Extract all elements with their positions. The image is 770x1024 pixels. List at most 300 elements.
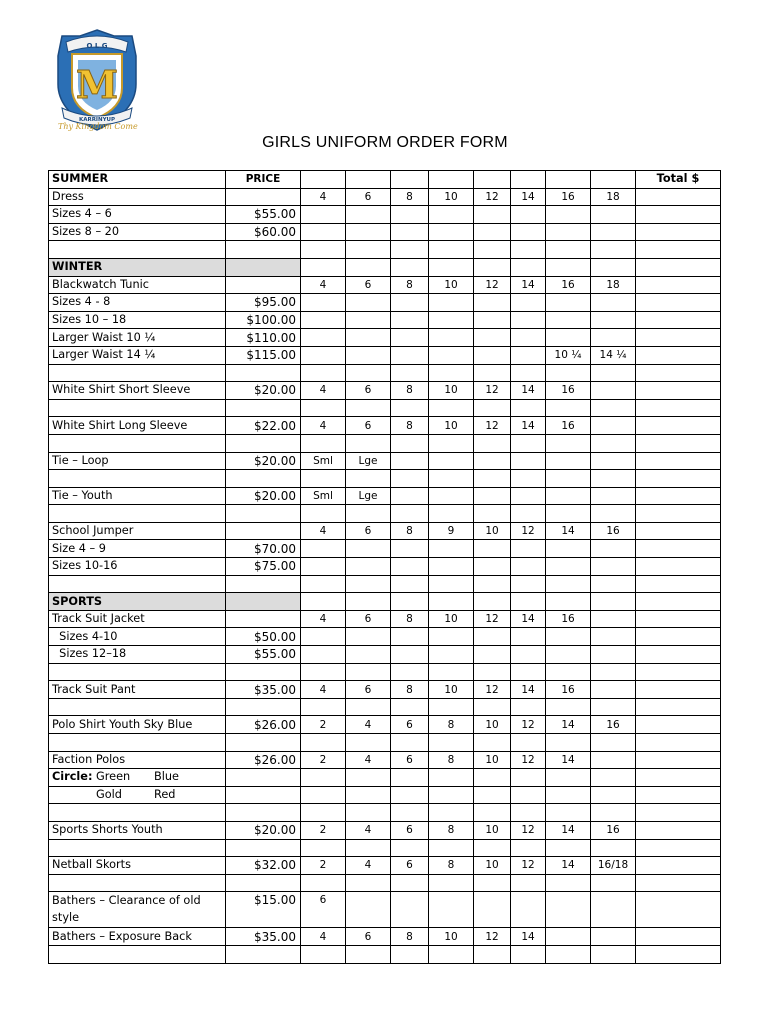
size-cell[interactable] (474, 874, 511, 892)
size-cell[interactable] (346, 646, 391, 664)
size-cell[interactable] (391, 258, 429, 276)
size-cell[interactable] (511, 628, 546, 646)
size-cell[interactable] (391, 769, 429, 787)
size-cell[interactable] (546, 241, 591, 259)
size-cell[interactable] (591, 646, 636, 664)
size-cell[interactable] (429, 734, 474, 752)
size-cell[interactable]: 9 (429, 522, 474, 540)
size-cell[interactable] (301, 698, 346, 716)
size-cell[interactable]: 14 (546, 821, 591, 839)
size-cell[interactable] (301, 769, 346, 787)
size-cell[interactable] (591, 206, 636, 224)
size-cell[interactable] (591, 698, 636, 716)
size-cell[interactable] (474, 241, 511, 259)
size-cell[interactable] (391, 505, 429, 523)
size-cell[interactable] (429, 804, 474, 822)
size-cell[interactable] (591, 593, 636, 611)
size-cell[interactable] (591, 575, 636, 593)
size-cell[interactable] (391, 734, 429, 752)
size-cell[interactable] (546, 294, 591, 312)
size-cell[interactable] (474, 769, 511, 787)
size-cell[interactable]: 12 (474, 928, 511, 946)
size-cell[interactable] (301, 646, 346, 664)
size-cell[interactable] (546, 540, 591, 558)
size-cell[interactable]: 18 (591, 188, 636, 206)
size-cell[interactable]: 8 (429, 751, 474, 769)
size-cell[interactable]: 4 (301, 928, 346, 946)
size-cell[interactable] (591, 769, 636, 787)
size-cell[interactable] (546, 663, 591, 681)
size-cell[interactable] (591, 663, 636, 681)
size-cell[interactable] (301, 223, 346, 241)
size-cell[interactable] (546, 364, 591, 382)
size-cell[interactable]: Lge (346, 487, 391, 505)
size-cell[interactable] (511, 540, 546, 558)
size-cell[interactable] (591, 610, 636, 628)
size-cell[interactable]: 10 (429, 928, 474, 946)
size-cell[interactable] (546, 628, 591, 646)
size-cell[interactable] (346, 311, 391, 329)
size-cell[interactable]: 6 (346, 276, 391, 294)
size-cell[interactable]: 10 (429, 382, 474, 400)
size-cell[interactable] (546, 558, 591, 576)
size-cell[interactable] (474, 646, 511, 664)
size-cell[interactable] (346, 769, 391, 787)
size-cell[interactable]: 4 (301, 382, 346, 400)
size-cell[interactable]: 8 (391, 681, 429, 699)
size-cell[interactable] (511, 575, 546, 593)
colour-option[interactable]: Red (154, 788, 176, 802)
total-cell[interactable] (636, 241, 721, 259)
size-cell[interactable] (429, 663, 474, 681)
size-cell[interactable] (511, 505, 546, 523)
size-cell[interactable]: 8 (391, 522, 429, 540)
size-cell[interactable] (591, 839, 636, 857)
size-cell[interactable]: 10 (474, 716, 511, 734)
size-cell[interactable] (546, 399, 591, 417)
size-cell[interactable] (301, 329, 346, 347)
size-cell[interactable] (429, 945, 474, 963)
size-cell[interactable] (346, 698, 391, 716)
size-cell[interactable] (346, 734, 391, 752)
size-cell[interactable] (591, 364, 636, 382)
size-cell[interactable] (474, 945, 511, 963)
size-cell[interactable] (591, 311, 636, 329)
size-cell[interactable]: 8 (391, 610, 429, 628)
size-cell[interactable] (511, 646, 546, 664)
size-cell[interactable]: 6 (346, 681, 391, 699)
size-cell[interactable] (391, 329, 429, 347)
size-cell[interactable] (429, 329, 474, 347)
size-cell[interactable] (546, 804, 591, 822)
size-cell[interactable] (591, 294, 636, 312)
total-cell[interactable] (636, 928, 721, 946)
size-cell[interactable]: 6 (391, 857, 429, 875)
size-cell[interactable] (474, 434, 511, 452)
size-cell[interactable] (511, 311, 546, 329)
size-cell[interactable] (391, 311, 429, 329)
size-cell[interactable] (391, 434, 429, 452)
size-cell[interactable] (591, 892, 636, 928)
size-cell[interactable]: 12 (474, 417, 511, 435)
total-cell[interactable] (636, 734, 721, 752)
size-cell[interactable] (346, 575, 391, 593)
size-cell[interactable] (474, 575, 511, 593)
size-cell[interactable]: 14 (546, 857, 591, 875)
size-cell[interactable] (346, 294, 391, 312)
size-cell[interactable] (511, 593, 546, 611)
size-cell[interactable] (591, 540, 636, 558)
size-cell[interactable] (301, 874, 346, 892)
size-cell[interactable] (591, 223, 636, 241)
total-cell[interactable] (636, 434, 721, 452)
size-cell[interactable] (429, 558, 474, 576)
size-cell[interactable]: 10 (429, 188, 474, 206)
size-cell[interactable]: 2 (301, 716, 346, 734)
size-cell[interactable] (591, 786, 636, 804)
size-cell[interactable] (301, 663, 346, 681)
size-cell[interactable] (391, 487, 429, 505)
size-cell[interactable] (429, 470, 474, 488)
size-cell[interactable] (546, 928, 591, 946)
size-cell[interactable] (474, 734, 511, 752)
size-cell[interactable] (546, 329, 591, 347)
size-cell[interactable] (591, 628, 636, 646)
total-cell[interactable] (636, 558, 721, 576)
size-cell[interactable]: 10 (474, 857, 511, 875)
size-cell[interactable] (429, 223, 474, 241)
size-cell[interactable] (391, 892, 429, 928)
size-cell[interactable]: 4 (346, 716, 391, 734)
total-cell[interactable] (636, 857, 721, 875)
size-cell[interactable]: 12 (474, 610, 511, 628)
size-cell[interactable] (474, 329, 511, 347)
total-cell[interactable] (636, 945, 721, 963)
size-cell[interactable] (474, 786, 511, 804)
total-cell[interactable] (636, 487, 721, 505)
size-cell[interactable] (474, 593, 511, 611)
size-cell[interactable] (591, 874, 636, 892)
size-cell[interactable]: 12 (511, 522, 546, 540)
size-cell[interactable]: 16 (546, 610, 591, 628)
total-cell[interactable] (636, 399, 721, 417)
size-cell[interactable] (474, 364, 511, 382)
size-cell[interactable]: Sml (301, 452, 346, 470)
size-cell[interactable] (429, 769, 474, 787)
size-cell[interactable]: 12 (474, 382, 511, 400)
total-cell[interactable] (636, 346, 721, 364)
size-cell[interactable] (301, 364, 346, 382)
size-cell[interactable] (429, 399, 474, 417)
total-cell[interactable] (636, 698, 721, 716)
size-cell[interactable]: 18 (591, 276, 636, 294)
size-cell[interactable]: 6 (346, 417, 391, 435)
size-cell[interactable]: 4 (301, 681, 346, 699)
size-cell[interactable]: 10 ¼ (546, 346, 591, 364)
size-cell[interactable] (546, 874, 591, 892)
size-cell[interactable]: 14 (511, 417, 546, 435)
size-cell[interactable] (591, 241, 636, 259)
size-cell[interactable] (346, 223, 391, 241)
size-cell[interactable]: 16 (546, 188, 591, 206)
size-cell[interactable] (546, 945, 591, 963)
size-cell[interactable] (474, 663, 511, 681)
size-cell[interactable]: 12 (511, 857, 546, 875)
total-cell[interactable] (636, 575, 721, 593)
size-cell[interactable] (391, 786, 429, 804)
size-cell[interactable]: 16 (591, 716, 636, 734)
size-cell[interactable] (546, 892, 591, 928)
size-cell[interactable]: 14 (511, 928, 546, 946)
size-cell[interactable] (346, 241, 391, 259)
size-cell[interactable]: Sml (301, 487, 346, 505)
size-cell[interactable] (474, 487, 511, 505)
size-cell[interactable]: 14 (546, 522, 591, 540)
size-cell[interactable] (546, 470, 591, 488)
size-cell[interactable] (391, 294, 429, 312)
size-cell[interactable] (511, 487, 546, 505)
size-cell[interactable]: 16/18 (591, 857, 636, 875)
size-cell[interactable] (511, 663, 546, 681)
size-cell[interactable]: 8 (391, 382, 429, 400)
size-cell[interactable]: 6 (391, 716, 429, 734)
colour-option[interactable]: Blue (154, 770, 179, 784)
size-cell[interactable] (591, 329, 636, 347)
size-cell[interactable] (474, 470, 511, 488)
size-cell[interactable] (591, 452, 636, 470)
size-cell[interactable] (346, 786, 391, 804)
size-cell[interactable] (346, 258, 391, 276)
size-cell[interactable] (301, 206, 346, 224)
size-cell[interactable] (391, 540, 429, 558)
size-cell[interactable] (301, 258, 346, 276)
size-cell[interactable] (511, 804, 546, 822)
size-cell[interactable] (474, 540, 511, 558)
size-cell[interactable]: 4 (346, 821, 391, 839)
total-cell[interactable] (636, 470, 721, 488)
size-cell[interactable] (391, 698, 429, 716)
total-cell[interactable] (636, 874, 721, 892)
total-cell[interactable] (636, 364, 721, 382)
size-cell[interactable]: 8 (391, 188, 429, 206)
size-cell[interactable] (591, 804, 636, 822)
size-cell[interactable] (346, 329, 391, 347)
size-cell[interactable] (474, 346, 511, 364)
size-cell[interactable]: 16 (591, 821, 636, 839)
size-cell[interactable] (301, 540, 346, 558)
size-cell[interactable]: 6 (346, 382, 391, 400)
size-cell[interactable] (546, 769, 591, 787)
size-cell[interactable]: 4 (301, 276, 346, 294)
size-cell[interactable] (546, 223, 591, 241)
size-cell[interactable] (511, 734, 546, 752)
size-cell[interactable] (301, 241, 346, 259)
size-cell[interactable] (591, 417, 636, 435)
size-cell[interactable]: 6 (346, 188, 391, 206)
size-cell[interactable] (591, 558, 636, 576)
size-cell[interactable] (511, 698, 546, 716)
size-cell[interactable] (301, 294, 346, 312)
size-cell[interactable] (346, 839, 391, 857)
total-cell[interactable] (636, 663, 721, 681)
size-cell[interactable]: 2 (301, 857, 346, 875)
size-cell[interactable] (591, 505, 636, 523)
size-cell[interactable]: 4 (301, 522, 346, 540)
size-cell[interactable] (546, 434, 591, 452)
size-cell[interactable] (429, 698, 474, 716)
size-cell[interactable]: 14 (511, 188, 546, 206)
total-cell[interactable] (636, 452, 721, 470)
size-cell[interactable]: 14 ¼ (591, 346, 636, 364)
size-cell[interactable] (301, 558, 346, 576)
size-cell[interactable] (511, 399, 546, 417)
size-cell[interactable] (591, 681, 636, 699)
size-cell[interactable] (301, 734, 346, 752)
total-cell[interactable] (636, 751, 721, 769)
size-cell[interactable]: 8 (391, 928, 429, 946)
total-cell[interactable] (636, 786, 721, 804)
size-cell[interactable] (474, 558, 511, 576)
size-cell[interactable] (511, 786, 546, 804)
size-cell[interactable]: 6 (391, 821, 429, 839)
size-cell[interactable] (511, 945, 546, 963)
size-cell[interactable] (546, 505, 591, 523)
size-cell[interactable] (429, 505, 474, 523)
size-cell[interactable] (391, 452, 429, 470)
size-cell[interactable]: 16 (546, 681, 591, 699)
size-cell[interactable] (546, 206, 591, 224)
size-cell[interactable]: 12 (474, 681, 511, 699)
size-cell[interactable]: 4 (346, 857, 391, 875)
size-cell[interactable] (474, 399, 511, 417)
size-cell[interactable] (474, 892, 511, 928)
size-cell[interactable] (591, 434, 636, 452)
size-cell[interactable] (474, 839, 511, 857)
size-cell[interactable] (546, 646, 591, 664)
size-cell[interactable] (346, 346, 391, 364)
size-cell[interactable] (346, 206, 391, 224)
size-cell[interactable] (591, 470, 636, 488)
size-cell[interactable] (591, 928, 636, 946)
size-cell[interactable] (429, 258, 474, 276)
size-cell[interactable] (511, 241, 546, 259)
size-cell[interactable] (429, 346, 474, 364)
size-cell[interactable] (301, 786, 346, 804)
size-cell[interactable]: 10 (429, 610, 474, 628)
total-cell[interactable] (636, 329, 721, 347)
colour-option[interactable]: Green (96, 770, 131, 784)
size-cell[interactable]: 8 (391, 276, 429, 294)
size-cell[interactable] (591, 945, 636, 963)
total-cell[interactable] (636, 769, 721, 787)
size-cell[interactable] (391, 945, 429, 963)
size-cell[interactable]: 10 (429, 681, 474, 699)
size-cell[interactable] (346, 804, 391, 822)
size-cell[interactable]: 16 (546, 276, 591, 294)
size-cell[interactable]: 4 (301, 610, 346, 628)
size-cell[interactable] (301, 470, 346, 488)
size-cell[interactable] (546, 593, 591, 611)
total-cell[interactable] (636, 276, 721, 294)
size-cell[interactable]: 12 (474, 276, 511, 294)
size-cell[interactable] (511, 470, 546, 488)
size-cell[interactable] (511, 769, 546, 787)
size-cell[interactable]: 6 (301, 892, 346, 928)
size-cell[interactable]: 10 (474, 522, 511, 540)
size-cell[interactable] (511, 558, 546, 576)
size-cell[interactable]: 6 (391, 751, 429, 769)
total-cell[interactable] (636, 206, 721, 224)
size-cell[interactable]: 2 (301, 821, 346, 839)
size-cell[interactable] (391, 399, 429, 417)
size-cell[interactable] (546, 839, 591, 857)
total-cell[interactable] (636, 892, 721, 928)
size-cell[interactable] (429, 452, 474, 470)
size-cell[interactable] (474, 294, 511, 312)
total-cell[interactable] (636, 821, 721, 839)
size-cell[interactable] (301, 804, 346, 822)
size-cell[interactable]: 12 (511, 821, 546, 839)
size-cell[interactable] (391, 241, 429, 259)
size-cell[interactable] (429, 892, 474, 928)
size-cell[interactable] (346, 540, 391, 558)
size-cell[interactable] (429, 294, 474, 312)
size-cell[interactable] (591, 382, 636, 400)
size-cell[interactable]: 16 (546, 417, 591, 435)
size-cell[interactable]: 12 (511, 751, 546, 769)
size-cell[interactable] (511, 364, 546, 382)
size-cell[interactable] (346, 434, 391, 452)
size-cell[interactable] (391, 470, 429, 488)
total-cell[interactable] (636, 593, 721, 611)
size-cell[interactable]: 12 (474, 188, 511, 206)
size-cell[interactable] (474, 698, 511, 716)
size-cell[interactable] (391, 804, 429, 822)
size-cell[interactable] (511, 839, 546, 857)
size-cell[interactable] (346, 628, 391, 646)
total-cell[interactable] (636, 646, 721, 664)
size-cell[interactable] (474, 505, 511, 523)
size-cell[interactable] (346, 945, 391, 963)
size-cell[interactable]: 6 (346, 610, 391, 628)
size-cell[interactable] (391, 364, 429, 382)
size-cell[interactable] (474, 258, 511, 276)
size-cell[interactable] (346, 593, 391, 611)
size-cell[interactable] (474, 311, 511, 329)
size-cell[interactable]: 10 (474, 751, 511, 769)
size-cell[interactable] (391, 628, 429, 646)
size-cell[interactable] (591, 734, 636, 752)
size-cell[interactable] (511, 294, 546, 312)
size-cell[interactable] (301, 505, 346, 523)
size-cell[interactable] (429, 206, 474, 224)
size-cell[interactable]: 12 (511, 716, 546, 734)
size-cell[interactable] (511, 258, 546, 276)
total-cell[interactable] (636, 294, 721, 312)
size-cell[interactable] (591, 399, 636, 417)
size-cell[interactable] (511, 434, 546, 452)
size-cell[interactable] (429, 434, 474, 452)
total-cell[interactable] (636, 540, 721, 558)
size-cell[interactable] (511, 223, 546, 241)
size-cell[interactable] (391, 593, 429, 611)
size-cell[interactable] (546, 575, 591, 593)
size-cell[interactable]: 8 (391, 417, 429, 435)
size-cell[interactable]: 14 (511, 610, 546, 628)
size-cell[interactable] (546, 786, 591, 804)
size-cell[interactable]: 8 (429, 821, 474, 839)
size-cell[interactable] (346, 892, 391, 928)
